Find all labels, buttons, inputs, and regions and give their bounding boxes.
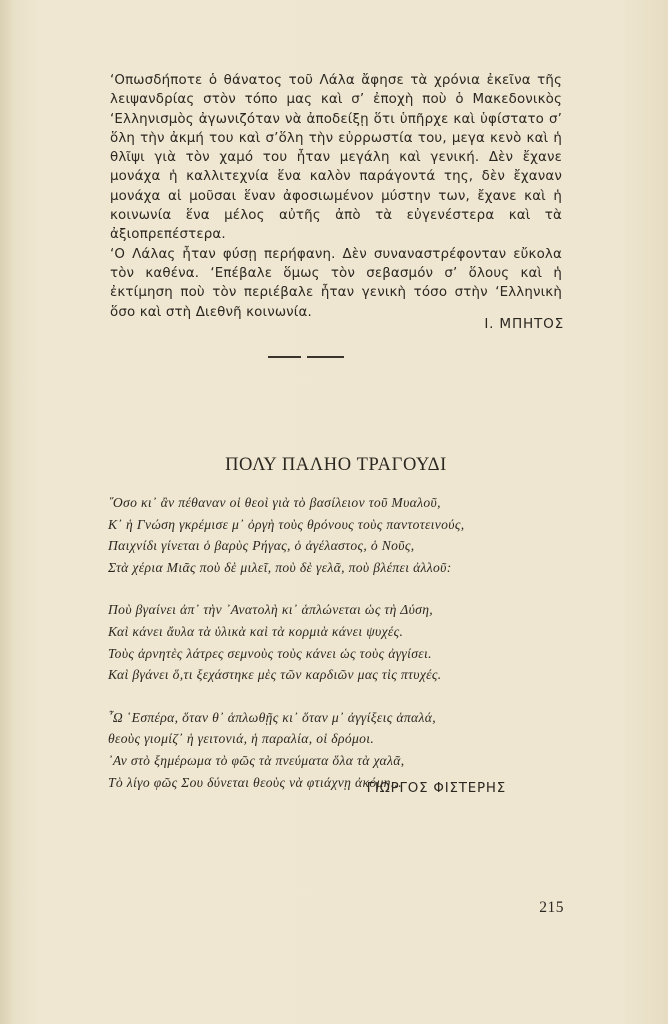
poem-title: ΠΟΛΥ ΠΑΛΗΟ ΤΡΑΓΟΥΔΙ <box>225 455 447 475</box>
page-number: 215 <box>539 899 564 916</box>
poem-line: Τὸ λίγο φῶς Σου δύνεται θεοὺς νὰ φτιάχνῃ ἀκόμη... <box>108 774 403 790</box>
poem-stanza-2 <box>108 599 568 685</box>
poem-line: Ποὺ βγαίνει ἀπ᾿ τὴν ᾿Ανατολὴ κι᾿ ἁπλώνεται ὡς τὴ Δύση, <box>108 602 434 618</box>
article-signature: Ι. ΜΠΗΤΟΣ <box>484 316 564 332</box>
poem-line: Καὶ κάνει ἄυλα τὰ ὑλικὰ καὶ τὰ κορμιὰ κάνει ψυχές. <box>108 623 404 639</box>
poem-line: Κ᾿ ἡ Γνώση γκρέμισε μ᾿ ὀργὴ τοὺς θρόνους τοὺς παντοτεινούς, <box>108 516 465 532</box>
section-divider-gap <box>301 354 307 360</box>
article-text <box>110 71 562 322</box>
poem-line: ῏Ω ῾Εσπέρα, ὅταν θ᾿ ἁπλωθῇς κι᾿ ὅταν μ᾿ ἀγγίξεις ἁπαλά, <box>108 709 436 725</box>
poem-body <box>108 492 568 814</box>
poem-line: ᾿Αν στὸ ξημέρωμα τὸ φῶς τὰ πνεύματα ὅλα τὰ χαλᾶ, <box>108 752 405 768</box>
poem-line: θεοὺς γιομίζ᾿ ἡ γειτονιά, ἡ παραλία, οἱ δρόμοι. <box>108 731 375 747</box>
poem-line: ῞Οσο κι᾿ ἂν πέθαναν οἱ θεοὶ γιὰ τὸ βασίλειον τοῦ Μυαλοῦ, <box>108 495 441 510</box>
poem-line: Παιχνίδι γίνεται ὁ βαρὺς Ρήγας, ὁ ἀγέλαστος, ὁ Νοῦς, <box>108 538 415 554</box>
article-paragraph-2: ‘Ο Λάλας ἦταν φύσῃ περήφανη. Δὲν συναναστρέφονταν εὔκολα τὸν καθένα. ‘Επέβαλε ὅμως τὸν σεβασμόν σ’ ὅλους καὶ ἡ ἐκτίμηση ποὺ τὸν περιέβαλε ἦταν γενικὴ τόσο στὴν ‘Ελληνικὴ ὅσο καὶ στὴ Διεθνῆ κοινωνία. <box>110 246 562 320</box>
poem-line: Τοὺς ἀρνητὲς λάτρες σεμνοὺς τοὺς κάνει ὡς τοὺς ἀγγίσει. <box>108 645 432 661</box>
poem-signature: ΓΙΩΡΓΟΣ ΦΙΣΤΕΡΗΣ <box>366 781 506 796</box>
poem-line: Στὰ χέρια Μιᾶς ποὺ δὲ μιλεῖ, ποὺ δὲ γελᾶ, ποὺ βλέπει ἀλλοῦ: <box>108 559 452 575</box>
poem-stanza-1 <box>108 492 568 578</box>
article-paragraph-1: ‘Οπωσδήποτε ὁ θάνατος τοῦ Λάλα ἄφησε τὰ χρόνια ἐκεῖνα τῆς λειψανδρίας στὸν τόπο μας καὶ σ’ ἐποχὴ ποὺ ὁ Μακεδονικὸς ‘Ελληνισμὸς ἀγωνιζόταν νὰ ἀποδείξῃ ὅτι ὑπῆρχε καὶ ὑφίστατο σ’ ὅλη τὴν ἀκμή του καὶ σ’ὅλη τὴν εὐρρωστία του, μεγα κενὸ καὶ ἡ θλῖψι γιὰ τὸν χαμό του ἦταν μεγάλη καὶ γενική. Δὲν ἔχανε μονάχα ἡ καλλιτεχνία ἕνα καλὸν παράγοντά της, δὲν ἔχαναν μονάχα αἱ μοῦσαι ἕναν ἀφοσιωμένον μύστην των, ἔχανε καὶ ἡ κοινωνία ἕνα μέλος αὐτῆς ἀπὸ τὰ εὐγενέστερα καὶ τὰ ἀξιοπρεπέστερα. <box>110 73 562 243</box>
poem-line: Καὶ βγάνει ὅ,τι ξεχάστηκε μὲς τῶν καρδιῶν μας τὶς πτυχές. <box>108 667 442 683</box>
